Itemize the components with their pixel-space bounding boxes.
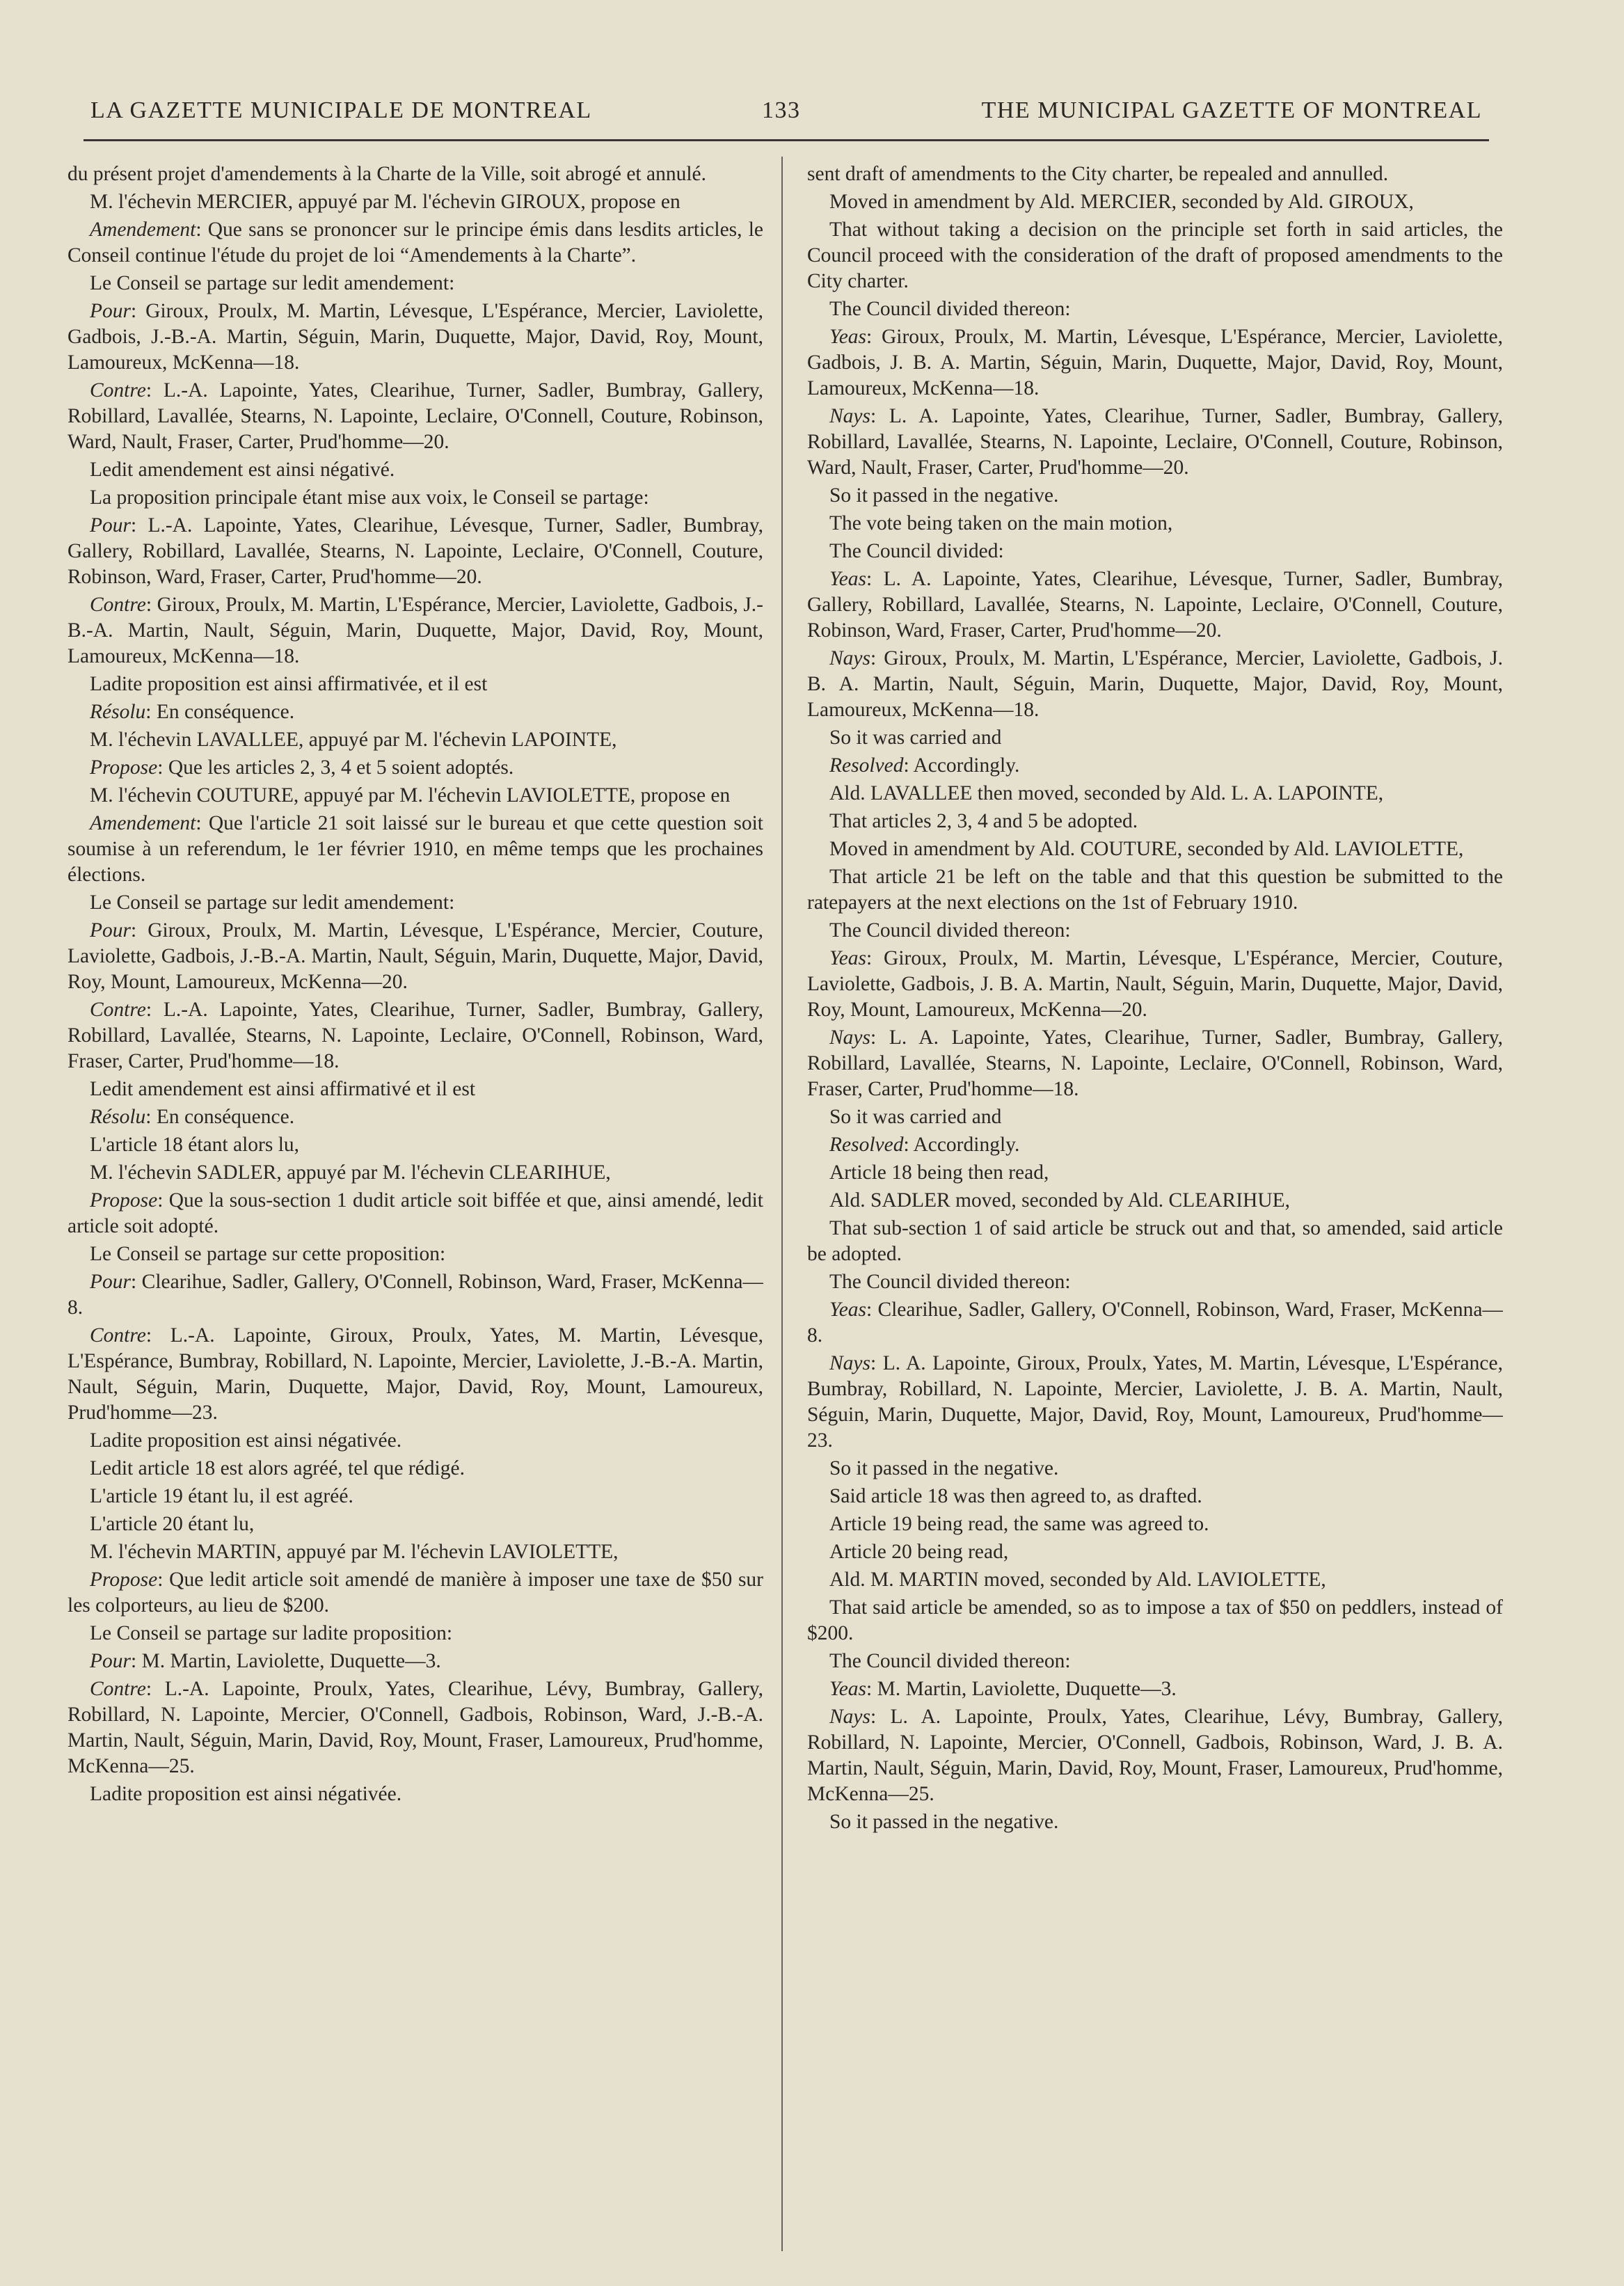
paragraph-text: L'article 20 étant lu, xyxy=(90,1513,255,1535)
paragraph-text: En conséquence. xyxy=(156,701,295,723)
english-paragraph xyxy=(807,1809,1503,1835)
french-paragraph: Amendement: Que sans se prononcer sur le principe émis dans lesdits articles, le Conseil continue l'étude du projet de loi “Amendements à la Charte”. xyxy=(67,219,763,267)
paragraph-text: So it was carried and xyxy=(829,727,1002,749)
french-paragraph xyxy=(67,1539,763,1565)
vote-label: Yeas xyxy=(829,1299,867,1321)
vote-label: Nays xyxy=(829,405,870,427)
paragraph-text: L.-A. Lapointe, Yates, Clearihue, Lévesque, Turner, Sadler, Bumbray, Gallery, Robillard, Lavallée, Stearns, N. Lapointe, Leclaire, O'Connell, Couture, Robinson, Ward, Fraser, Carter, Prud'homme—20. xyxy=(67,514,763,588)
paragraph-text: The Council divided thereon: xyxy=(829,919,1071,942)
english-paragraph xyxy=(807,1269,1503,1295)
paragraph-text: The Council divided thereon: xyxy=(829,1271,1071,1293)
french-paragraph xyxy=(67,485,763,511)
paragraph-text: L.-A. Lapointe, Proulx, Yates, Clearihue, Lévy, Bumbray, Gallery, Robillard, N. Lapointe, Mercier, O'Connell, Gadbois, Robinson, Ward, J.-B.-A. Martin, Nault, Séguin, Marin, David, Roy, Mount, Fraser, Lamoureux, Prud'homme, McKenna—25. xyxy=(67,1678,763,1777)
paragraph-text: Accordingly. xyxy=(913,1134,1020,1156)
english-paragraph xyxy=(807,1160,1503,1186)
english-paragraph xyxy=(807,1511,1503,1537)
paragraph-text: Que la sous-section 1 dudit article soit biffée et que, ainsi amendé, ledit article soit adopté. xyxy=(67,1189,763,1237)
paragraph-text: Ladite proposition est ainsi négativée. xyxy=(90,1783,402,1805)
paragraph-text: Ald. LAVALLEE then moved, seconded by Ald. L. A. LAPOINTE, xyxy=(829,782,1384,804)
paragraph-text: That without taking a decision on the principle set forth in said articles, the Council proceed with the consideration of the draft of proposed amendments to the City charter. xyxy=(807,219,1503,292)
paragraph-text: Le Conseil se partage sur ledit amendement: xyxy=(90,891,455,914)
paragraph-text: L.-A. Lapointe, Giroux, Proulx, Yates, M. Martin, Lévesque, L'Espérance, Bumbray, Robillard, N. Lapointe, Mercier, Laviolette, J.-B.-A. Martin, Nault, Séguin, Marin, Duquette, Major, David, Roy, Mount, Lamoureux, Prud'homme—23. xyxy=(67,1324,763,1424)
paragraph-text: La proposition principale étant mise aux voix, le Conseil se partage: xyxy=(90,486,649,509)
french-paragraph: Propose: Que les articles 2, 3, 4 et 5 soient adoptés. xyxy=(90,756,514,779)
vote-label: Pour xyxy=(90,1271,131,1293)
english-paragraph xyxy=(807,1484,1503,1509)
column-divider xyxy=(781,157,783,2251)
english-paragraph: Yeas: M. Martin, Laviolette, Duquette—3. xyxy=(829,1678,1177,1700)
vote-label: Contre xyxy=(90,379,146,402)
running-header xyxy=(83,97,1482,132)
vote-label: Propose xyxy=(90,1189,158,1212)
french-paragraph: Contre: L.-A. Lapointe, Proulx, Yates, Clearihue, Lévy, Bumbray, Gallery, Robillard, N. Lapointe, Mercier, O'Connell, Gadbois, Robinson, Ward, J.-B.-A. Martin, Nault, Séguin, Marin, David, Roy, Mount, Fraser, Lamoureux, Prud'homme, McKenna—25. xyxy=(67,1678,763,1777)
french-paragraph: Contre: L.-A. Lapointe, Giroux, Proulx, Yates, M. Martin, Lévesque, L'Espérance, Bumbray, Robillard, N. Lapointe, Mercier, Laviolette, J.-B.-A. Martin, Nault, Séguin, Marin, Duquette, Major, David, Roy, Mount, Lamoureux, Prud'homme—23. xyxy=(67,1324,763,1424)
english-paragraph xyxy=(807,1104,1503,1130)
english-paragraph xyxy=(807,539,1503,564)
vote-label: Pour xyxy=(90,919,131,942)
french-paragraph: Pour: M. Martin, Laviolette, Duquette—3. xyxy=(90,1650,441,1672)
english-column xyxy=(807,161,1503,2256)
paragraph-text: The Council divided: xyxy=(829,540,1004,562)
paragraph-text: Giroux, Proulx, M. Martin, Lévesque, L'Espérance, Mercier, Couture, Laviolette, Gadbois, J. B. A. Martin, Nault, Séguin, Marin, Duquette, Major, David, Roy, Mount, Lamoureux, McKenna—20. xyxy=(807,947,1503,1021)
paragraph-text: Giroux, Proulx, M. Martin, L'Espérance, Mercier, Laviolette, Gadbois, J. B. A. Martin, Nault, Séguin, Marin, Duquette, Major, David, Roy, Mount, Lamoureux, McKenna—18. xyxy=(807,647,1503,721)
french-paragraph xyxy=(67,1160,763,1186)
french-paragraph xyxy=(67,1428,763,1454)
french-paragraph xyxy=(67,457,763,483)
vote-label: Propose xyxy=(90,1569,158,1591)
english-paragraph: Yeas: Clearihue, Sadler, Gallery, O'Connell, Robinson, Ward, Fraser, McKenna—8. xyxy=(807,1299,1503,1347)
paragraph-text: L. A. Lapointe, Giroux, Proulx, Yates, M. Martin, Lévesque, L'Espérance, Bumbray, Robillard, N. Lapointe, Mercier, Laviolette, J. B. A. Martin, Nault, Séguin, Marin, Duquette, Major, David, Roy, Mount, Lamoureux, Prud'homme—23. xyxy=(807,1352,1503,1452)
paragraph-text: Le Conseil se partage sur ladite proposition: xyxy=(90,1622,453,1644)
french-paragraph xyxy=(67,1511,763,1537)
vote-label: Pour xyxy=(90,514,131,537)
french-paragraph: Contre: Giroux, Proulx, M. Martin, L'Espérance, Mercier, Laviolette, Gadbois, J.-B.-A. Martin, Nault, Séguin, Marin, Duquette, Major, David, Roy, Mount, Lamoureux, McKenna—18. xyxy=(67,594,763,667)
english-paragraph xyxy=(807,725,1503,751)
vote-label: Yeas xyxy=(829,568,867,590)
vote-label: Yeas xyxy=(829,1678,867,1700)
paragraph-text: L. A. Lapointe, Yates, Clearihue, Turner, Sadler, Bumbray, Gallery, Robillard, Lavallée, Stearns, N. Lapointe, Leclaire, O'Connell, Robinson, Ward, Fraser, Carter, Prud'homme—18. xyxy=(807,1026,1503,1100)
paragraph-text: L. A. Lapointe, Yates, Clearihue, Turner, Sadler, Bumbray, Gallery, Robillard, Lavallée, Stearns, N. Lapointe, Leclaire, O'Connell, Couture, Robinson, Ward, Nault, Fraser, Carter, Prud'homme—20. xyxy=(807,405,1503,479)
french-paragraph xyxy=(67,161,763,187)
french-paragraph: Contre: L.-A. Lapointe, Yates, Clearihue, Turner, Sadler, Bumbray, Gallery, Robillard, Lavallée, Stearns, N. Lapointe, Leclaire, O'Connell, Robinson, Ward, Fraser, Carter, Prud'homme—18. xyxy=(67,999,763,1072)
english-paragraph: Nays: L. A. Lapointe, Yates, Clearihue, Turner, Sadler, Bumbray, Gallery, Robillard, Lavallée, Stearns, N. Lapointe, Leclaire, O'Connell, Robinson, Ward, Fraser, Carter, Prud'homme—18. xyxy=(807,1026,1503,1100)
header-rule xyxy=(83,139,1489,141)
vote-label: Yeas xyxy=(829,326,867,348)
english-paragraph: Yeas: Giroux, Proulx, M. Martin, Lévesque, L'Espérance, Mercier, Laviolette, Gadbois, J. B. A. Martin, Séguin, Marin, Duquette, Major, David, Roy, Mount, Lamoureux, McKenna—18. xyxy=(807,326,1503,399)
vote-label: Yeas xyxy=(829,947,867,969)
paragraph-text: Moved in amendment by Ald. MERCIER, seconded by Ald. GIROUX, xyxy=(829,191,1414,213)
vote-label: Amendement xyxy=(90,812,196,834)
paragraph-text: Accordingly. xyxy=(913,754,1020,777)
paragraph-text: Giroux, Proulx, M. Martin, L'Espérance, Mercier, Laviolette, Gadbois, J.-B.-A. Martin, Nault, Séguin, Marin, Duquette, Major, David, Roy, Mount, Lamoureux, McKenna—18. xyxy=(67,594,763,667)
paragraph-text: Clearihue, Sadler, Gallery, O'Connell, Robinson, Ward, Fraser, McKenna—8. xyxy=(67,1271,763,1319)
french-paragraph xyxy=(67,189,763,215)
paragraph-text: M. Martin, Laviolette, Duquette—3. xyxy=(877,1678,1177,1700)
paragraph-text: M. l'échevin SADLER, appuyé par M. l'échevin CLEARIHUE, xyxy=(90,1161,611,1184)
paragraph-text: Giroux, Proulx, M. Martin, Lévesque, L'Espérance, Mercier, Laviolette, Gadbois, J. B. A. Martin, Séguin, Marin, Duquette, Major, David, Roy, Mount, Lamoureux, McKenna—18. xyxy=(807,326,1503,399)
paragraph-text: So it passed in the negative. xyxy=(829,484,1059,507)
vote-label: Resolved xyxy=(829,1134,904,1156)
english-paragraph: Nays: L. A. Lapointe, Proulx, Yates, Clearihue, Lévy, Bumbray, Gallery, Robillard, N. Lapointe, Mercier, O'Connell, Gadbois, Robinson, Ward, J. B. A. Martin, Nault, Séguin, Marin, David, Roy, Mount, Fraser, Lamoureux, Prud'homme, McKenna—25. xyxy=(807,1706,1503,1805)
header-english-title: THE MUNICIPAL GAZETTE OF MONTREAL xyxy=(981,97,1482,123)
paragraph-text: The Council divided thereon: xyxy=(829,298,1071,320)
english-paragraph xyxy=(807,1649,1503,1674)
vote-label: Contre xyxy=(90,999,146,1021)
vote-label: Contre xyxy=(90,594,146,616)
english-paragraph xyxy=(807,781,1503,807)
paragraph-text: L.-A. Lapointe, Yates, Clearihue, Turner, Sadler, Bumbray, Gallery, Robillard, Lavallée, Stearns, N. Lapointe, Leclaire, O'Connell, Robinson, Ward, Fraser, Carter, Prud'homme—18. xyxy=(67,999,763,1072)
vote-label: Résolu xyxy=(90,701,146,723)
french-paragraph: Pour: Clearihue, Sadler, Gallery, O'Connell, Robinson, Ward, Fraser, McKenna—8. xyxy=(67,1271,763,1319)
english-paragraph: Yeas: L. A. Lapointe, Yates, Clearihue, Lévesque, Turner, Sadler, Bumbray, Gallery, Robillard, Lavallée, Stearns, N. Lapointe, Leclaire, O'Connell, Couture, Robinson, Ward, Fraser, Carter, Prud'homme—20. xyxy=(807,568,1503,642)
french-paragraph xyxy=(67,783,763,809)
english-paragraph xyxy=(807,1216,1503,1267)
french-paragraph xyxy=(67,1077,763,1102)
paragraph-text: Que ledit article soit amendé de manière à imposer une taxe de $50 sur les colporteurs, au lieu de $200. xyxy=(67,1569,763,1617)
french-paragraph: Contre: L.-A. Lapointe, Yates, Clearihue, Turner, Sadler, Bumbray, Gallery, Robillard, Lavallée, Stearns, N. Lapointe, Leclaire, O'Connell, Couture, Robinson, Ward, Nault, Fraser, Carter, Prud'homme—20. xyxy=(67,379,763,453)
french-paragraph xyxy=(67,727,763,753)
paragraph-text: So it passed in the negative. xyxy=(829,1457,1059,1479)
french-paragraph xyxy=(67,672,763,697)
vote-label: Contre xyxy=(90,1678,146,1700)
english-paragraph xyxy=(807,217,1503,294)
french-paragraph: Résolu: En conséquence. xyxy=(90,701,295,723)
paragraph-text: M. l'échevin MARTIN, appuyé par M. l'échevin LAVIOLETTE, xyxy=(90,1541,619,1563)
paragraph-text: Le Conseil se partage sur cette proposition: xyxy=(90,1243,446,1265)
paragraph-text: L'article 18 étant alors lu, xyxy=(90,1134,300,1156)
french-paragraph xyxy=(67,1781,763,1807)
paragraph-text: Ledit amendement est ainsi affirmativé et il est xyxy=(90,1078,476,1100)
english-paragraph xyxy=(807,161,1503,187)
paragraph-text: En conséquence. xyxy=(156,1106,295,1128)
english-paragraph: Nays: L. A. Lapointe, Yates, Clearihue, Turner, Sadler, Bumbray, Gallery, Robillard, Lavallée, Stearns, N. Lapointe, Leclaire, O'Connell, Couture, Robinson, Ward, Nault, Fraser, Carter, Prud'homme—20. xyxy=(807,405,1503,479)
paragraph-text: Article 19 being read, the same was agreed to. xyxy=(829,1513,1209,1535)
paragraph-text: The Council divided thereon: xyxy=(829,1650,1071,1672)
french-paragraph: Propose: Que la sous-section 1 dudit article soit biffée et que, ainsi amendé, ledit article soit adopté. xyxy=(67,1189,763,1237)
paragraph-text: Moved in amendment by Ald. COUTURE, seconded by Ald. LAVIOLETTE, xyxy=(829,838,1464,860)
vote-label: Nays xyxy=(829,647,870,669)
vote-label: Resolved xyxy=(829,754,904,777)
french-paragraph: Amendement: Que l'article 21 soit laissé sur le bureau et que cette question soit soumise à un referendum, le 1er février 1910, en même temps que les prochaines élections. xyxy=(67,812,763,886)
english-paragraph xyxy=(807,836,1503,862)
english-paragraph xyxy=(807,809,1503,834)
paragraph-text: That said article be amended, so as to impose a tax of $50 on peddlers, instead of $200. xyxy=(807,1596,1503,1644)
english-paragraph xyxy=(807,864,1503,916)
paragraph-text: Clearihue, Sadler, Gallery, O'Connell, Robinson, Ward, Fraser, McKenna—8. xyxy=(807,1299,1503,1347)
paragraph-text: M. l'échevin LAVALLEE, appuyé par M. l'échevin LAPOINTE, xyxy=(90,729,617,751)
english-paragraph xyxy=(807,918,1503,944)
french-paragraph: Résolu: En conséquence. xyxy=(90,1106,295,1128)
paragraph-text: L. A. Lapointe, Yates, Clearihue, Lévesque, Turner, Sadler, Bumbray, Gallery, Robillard, Lavallée, Stearns, N. Lapointe, Leclaire, O'Connell, Couture, Robinson, Ward, Fraser, Carter, Prud'homme—20. xyxy=(807,568,1503,642)
french-paragraph xyxy=(67,1456,763,1482)
vote-label: Pour xyxy=(90,1650,131,1672)
vote-label: Résolu xyxy=(90,1106,146,1128)
paragraph-text: Ald. SADLER moved, seconded by Ald. CLEARIHUE, xyxy=(829,1189,1291,1212)
paragraph-text: M. l'échevin COUTURE, appuyé par M. l'échevin LAVIOLETTE, propose en xyxy=(90,784,731,807)
paragraph-text: That articles 2, 3, 4 and 5 be adopted. xyxy=(829,810,1138,832)
paragraph-text: So it was carried and xyxy=(829,1106,1002,1128)
header-french-title: LA GAZETTE MUNICIPALE DE MONTREAL xyxy=(90,97,592,123)
english-paragraph: Yeas: Giroux, Proulx, M. Martin, Lévesque, L'Espérance, Mercier, Couture, Laviolette, Gadbois, J. B. A. Martin, Nault, Séguin, Marin, Duquette, Major, David, Roy, Mount, Lamoureux, McKenna—20. xyxy=(807,947,1503,1021)
paragraph-text: That article 21 be left on the table and that this question be submitted to the ratepayers at the next elections on the 1st of February 1910. xyxy=(807,866,1503,914)
paragraph-text: Le Conseil se partage sur ledit amendement: xyxy=(90,272,455,294)
french-paragraph: Pour: L.-A. Lapointe, Yates, Clearihue, Lévesque, Turner, Sadler, Bumbray, Gallery, Robillard, Lavallée, Stearns, N. Lapointe, Leclaire, O'Connell, Couture, Robinson, Ward, Fraser, Carter, Prud'homme—20. xyxy=(67,514,763,588)
english-paragraph xyxy=(807,1539,1503,1565)
paragraph-text: Ald. M. MARTIN moved, seconded by Ald. LAVIOLETTE, xyxy=(829,1569,1326,1591)
paragraph-text: L. A. Lapointe, Proulx, Yates, Clearihue, Lévy, Bumbray, Gallery, Robillard, N. Lapointe, Mercier, O'Connell, Gadbois, Robinson, Ward, J. B. A. Martin, Nault, Séguin, Marin, David, Roy, Mount, Fraser, Lamoureux, Prud'homme, McKenna—25. xyxy=(807,1706,1503,1805)
english-paragraph xyxy=(807,296,1503,322)
vote-label: Amendement xyxy=(90,219,196,241)
vote-label: Nays xyxy=(829,1352,870,1374)
paragraph-text: M. l'échevin MERCIER, appuyé par M. l'échevin GIROUX, propose en xyxy=(90,191,680,213)
paragraph-text: So it passed in the negative. xyxy=(829,1811,1059,1833)
paragraph-text: Giroux, Proulx, M. Martin, Lévesque, L'Espérance, Mercier, Laviolette, Gadbois, J.-B.-A. Martin, Séguin, Marin, Duquette, Major, David, Roy, Mount, Lamoureux, McKenna—18. xyxy=(67,300,763,374)
paragraph-text: Que sans se prononcer sur le principe émis dans lesdits articles, le Conseil continue l'étude du projet de loi “Amendements à la Charte”. xyxy=(67,219,763,267)
paragraph-text: du présent projet d'amendements à la Charte de la Ville, soit abrogé et annulé. xyxy=(67,163,707,185)
paragraph-text: M. Martin, Laviolette, Duquette—3. xyxy=(141,1650,441,1672)
paragraph-text: Ledit article 18 est alors agréé, tel que rédigé. xyxy=(90,1457,465,1479)
paragraph-text: Said article 18 was then agreed to, as drafted. xyxy=(829,1485,1202,1507)
english-paragraph: Nays: L. A. Lapointe, Giroux, Proulx, Yates, M. Martin, Lévesque, L'Espérance, Bumbray, Robillard, N. Lapointe, Mercier, Laviolette, J. B. A. Martin, Nault, Séguin, Marin, Duquette, Major, David, Roy, Mount, Lamoureux, Prud'homme—23. xyxy=(807,1352,1503,1452)
vote-label: Nays xyxy=(829,1706,870,1728)
french-paragraph: Pour: Giroux, Proulx, M. Martin, Lévesque, L'Espérance, Mercier, Couture, Laviolette, Gadbois, J.-B.-A. Martin, Nault, Séguin, Marin, Duquette, Major, David, Roy, Mount, Lamoureux, McKenna—20. xyxy=(67,919,763,993)
french-paragraph xyxy=(67,890,763,916)
vote-label: Propose xyxy=(90,756,158,779)
french-paragraph xyxy=(67,1132,763,1158)
paragraph-text: Article 20 being read, xyxy=(829,1541,1009,1563)
english-paragraph: Nays: Giroux, Proulx, M. Martin, L'Espérance, Mercier, Laviolette, Gadbois, J. B. A. Martin, Nault, Séguin, Marin, Duquette, Major, David, Roy, Mount, Lamoureux, McKenna—18. xyxy=(807,647,1503,721)
french-paragraph: Propose: Que ledit article soit amendé de manière à imposer une taxe de $50 sur les colporteurs, au lieu de $200. xyxy=(67,1569,763,1617)
paragraph-text: Giroux, Proulx, M. Martin, Lévesque, L'Espérance, Mercier, Couture, Laviolette, Gadbois, J.-B.-A. Martin, Nault, Séguin, Marin, Duquette, Major, David, Roy, Mount, Lamoureux, McKenna—20. xyxy=(67,919,763,993)
paragraph-text: L'article 19 étant lu, il est agréé. xyxy=(90,1485,353,1507)
french-paragraph: Pour: Giroux, Proulx, M. Martin, Lévesque, L'Espérance, Mercier, Laviolette, Gadbois, J.-B.-A. Martin, Séguin, Marin, Duquette, Major, David, Roy, Mount, Lamoureux, McKenna—18. xyxy=(67,300,763,374)
english-paragraph xyxy=(807,1567,1503,1593)
english-paragraph xyxy=(807,189,1503,215)
english-paragraph xyxy=(807,1595,1503,1646)
page-number: 133 xyxy=(762,97,801,123)
paragraph-text: Ladite proposition est ainsi négativée. xyxy=(90,1429,402,1452)
english-paragraph xyxy=(807,1456,1503,1482)
paragraph-text: L.-A. Lapointe, Yates, Clearihue, Turner, Sadler, Bumbray, Gallery, Robillard, Lavallée, Stearns, N. Lapointe, Leclaire, O'Connell, Couture, Robinson, Ward, Nault, Fraser, Carter, Prud'homme—20. xyxy=(67,379,763,453)
vote-label: Contre xyxy=(90,1324,146,1347)
paragraph-text: Que l'article 21 soit laissé sur le bureau et que cette question soit soumise à un referendum, le 1er février 1910, en même temps que les prochaines élections. xyxy=(67,812,763,886)
french-paragraph xyxy=(67,1484,763,1509)
paragraph-text: Ladite proposition est ainsi affirmativée, et il est xyxy=(90,673,488,695)
french-paragraph xyxy=(67,1241,763,1267)
french-column xyxy=(67,161,763,2256)
vote-label: Pour xyxy=(90,300,131,322)
paragraph-text: Ledit amendement est ainsi négativé. xyxy=(90,459,395,481)
paragraph-text: Que les articles 2, 3, 4 et 5 soient adoptés. xyxy=(168,756,514,779)
english-paragraph xyxy=(807,483,1503,509)
english-paragraph xyxy=(807,1188,1503,1214)
french-paragraph xyxy=(67,271,763,296)
french-paragraph xyxy=(67,1621,763,1646)
english-paragraph: Resolved: Accordingly. xyxy=(829,1134,1020,1156)
paragraph-text: That sub-section 1 of said article be struck out and that, so amended, said article be adopted. xyxy=(807,1217,1503,1265)
paragraph-text: sent draft of amendments to the City charter, be repealed and annulled. xyxy=(807,163,1389,185)
english-paragraph: Resolved: Accordingly. xyxy=(829,754,1020,777)
paragraph-text: The vote being taken on the main motion, xyxy=(829,512,1173,534)
vote-label: Nays xyxy=(829,1026,870,1049)
english-paragraph xyxy=(807,511,1503,537)
paragraph-text: Article 18 being then read, xyxy=(829,1161,1049,1184)
